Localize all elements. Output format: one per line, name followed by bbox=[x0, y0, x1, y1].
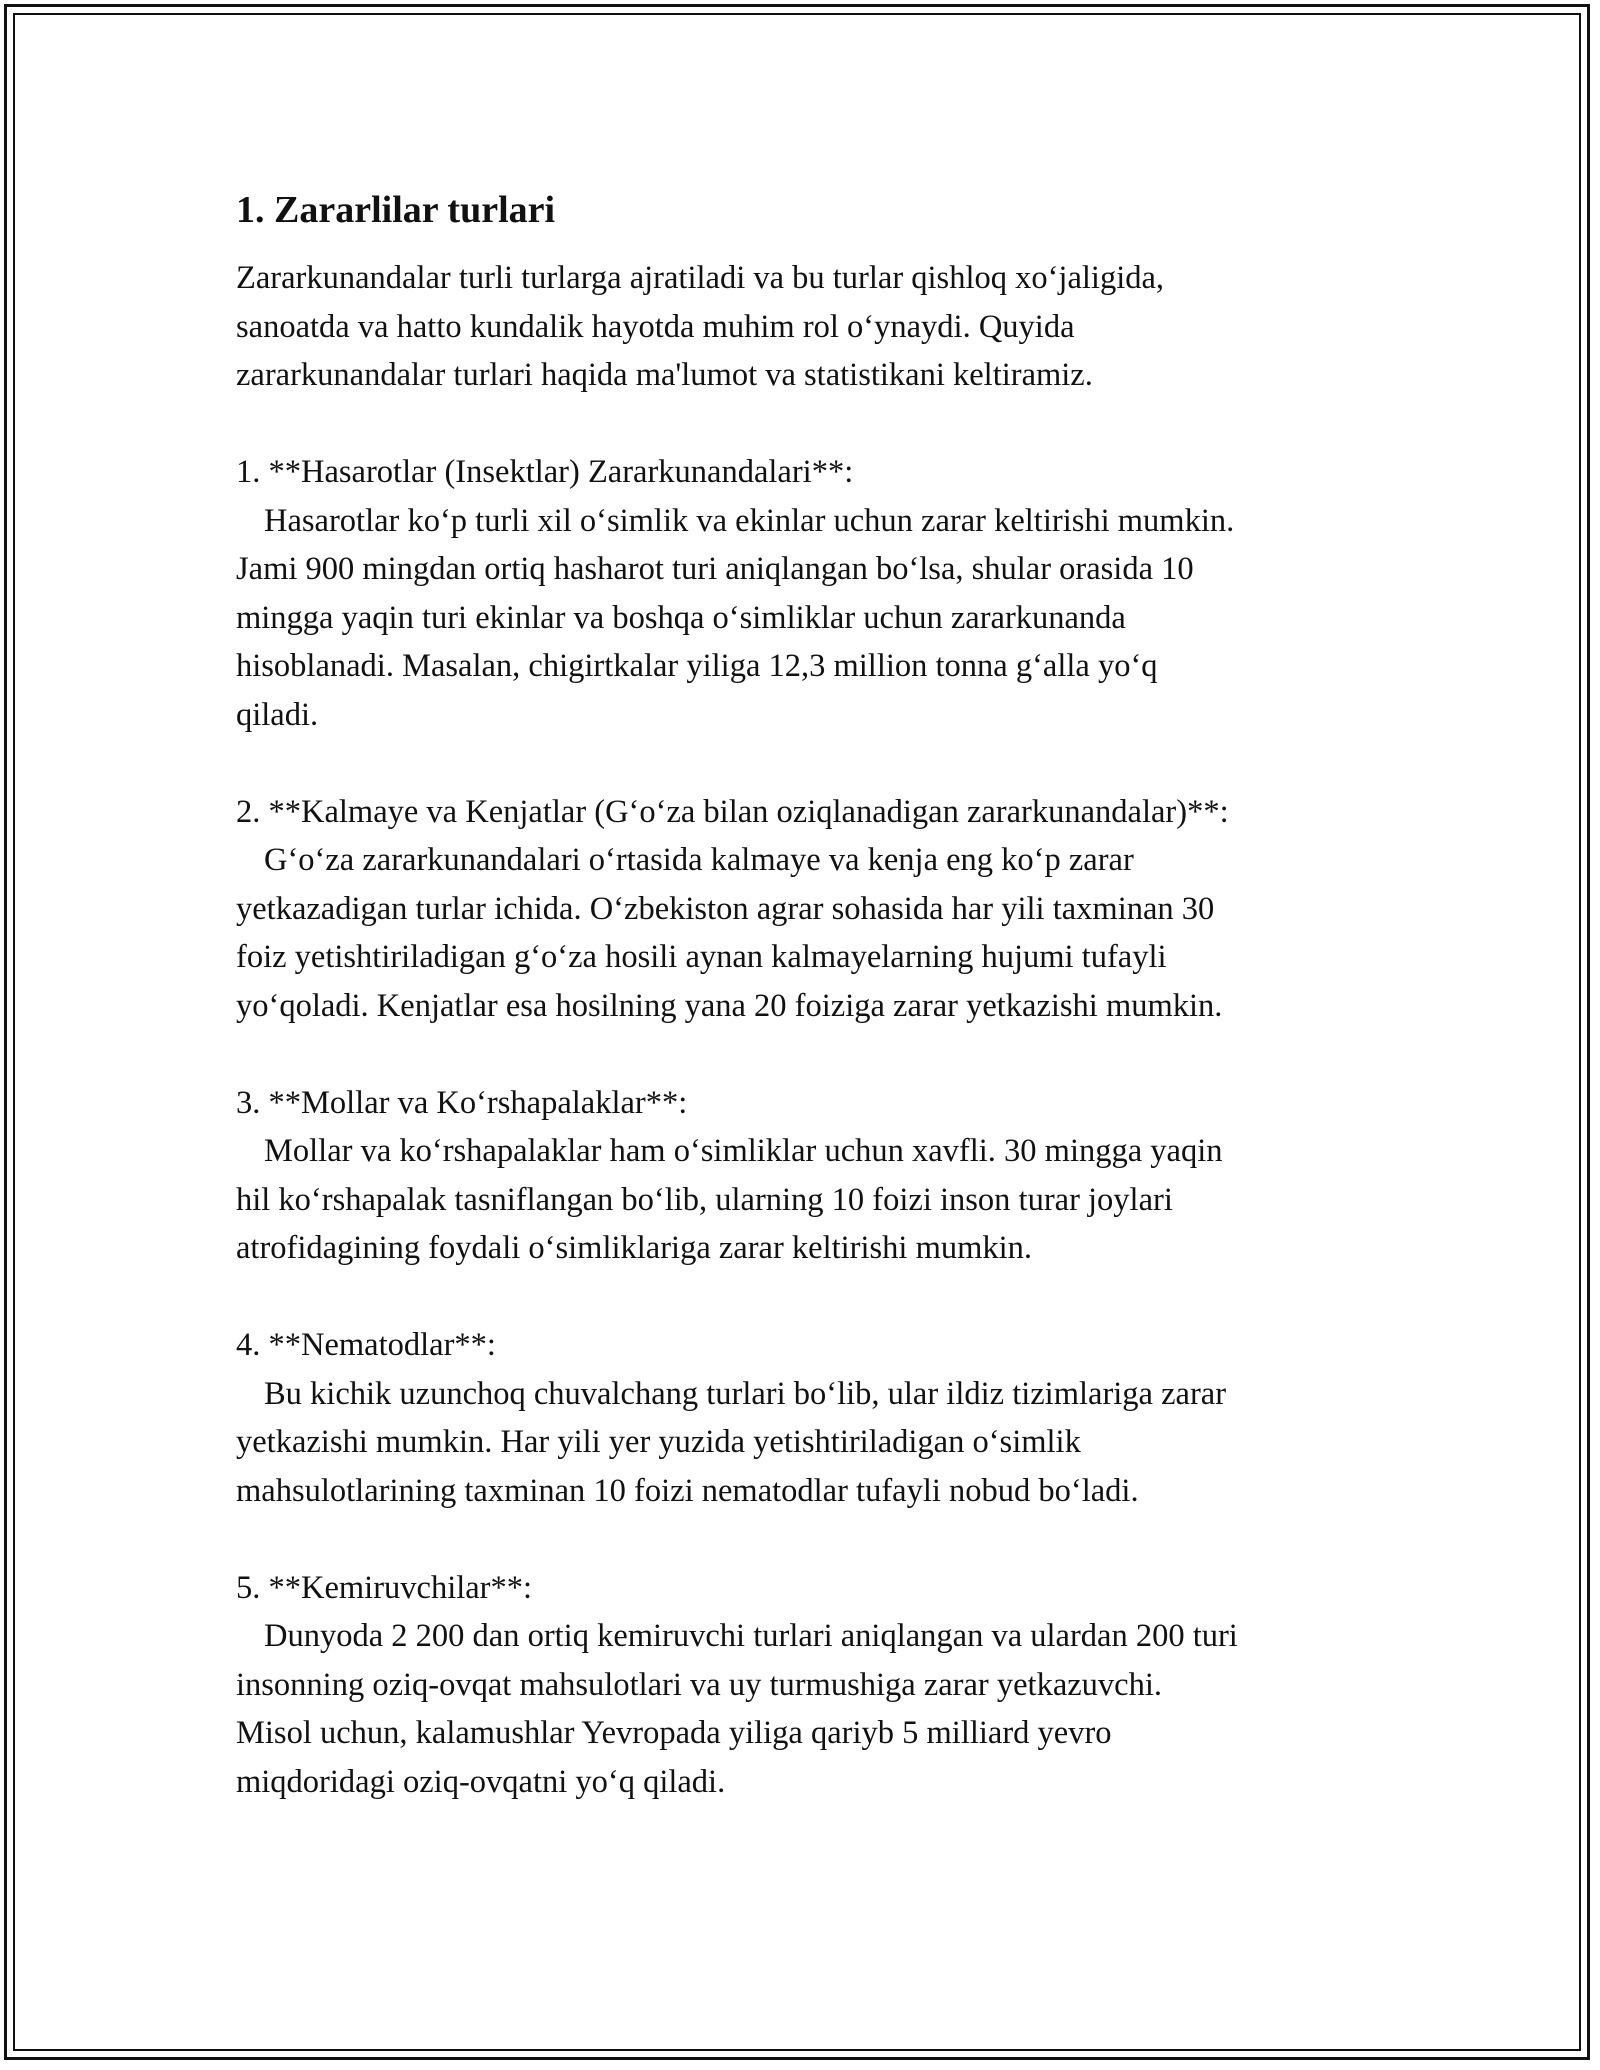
section-line: mingga yaqin turi ekinlar va boshqa o‘simliklar uchun zararkunanda bbox=[236, 599, 1126, 636]
section-line: Mollar va ko‘rshapalaklar ham o‘simliklar uchun xavfli. 30 mingga yaqin bbox=[264, 1133, 1223, 1169]
paragraph-gap bbox=[236, 400, 1376, 449]
document-body bbox=[236, 186, 1376, 1806]
intro-line: sanoatda va hatto kundalik hayotda muhim rol o‘ynaydi. Quyida bbox=[236, 308, 1075, 345]
section-heading: 1. Zararlilar turlari bbox=[236, 189, 556, 231]
section-line: yetkazadigan turlar ichida. O‘zbekiston agrar sohasida har yili taxminan 30 bbox=[236, 890, 1215, 927]
section-title: 4. **Nematodlar**: bbox=[236, 1327, 496, 1363]
pest-section-cotton bbox=[236, 788, 1376, 1031]
pest-section-insects bbox=[236, 448, 1376, 739]
section-line: hil ko‘rshapalak tasniflangan bo‘lib, ularning 10 foizi inson turar joylari bbox=[236, 1181, 1173, 1218]
intro-line: zararkunandalar turlari haqida ma'lumot va statistikani keltiramiz. bbox=[236, 357, 1093, 393]
section-line: insonning oziq-ovqat mahsulotlari va uy turmushiga zarar yetkazuvchi. bbox=[236, 1666, 1162, 1703]
pest-section-nematodes bbox=[236, 1321, 1376, 1515]
section-line: foiz yetishtiriladigan g‘o‘za hosili aynan kalmayelarning hujumi tufayli bbox=[236, 939, 1167, 975]
section-line: Jami 900 mingdan ortiq hasharot turi aniqlangan bo‘lsa, shular orasida 10 bbox=[236, 551, 1194, 587]
section-line: yetkazishi mumkin. Har yili yer yuzida yetishtiriladigan o‘simlik bbox=[236, 1424, 1081, 1460]
paragraph-gap bbox=[236, 1515, 1376, 1564]
section-line: mahsulotlarining taxminan 10 foizi nematodlar tufayli nobud bo‘ladi. bbox=[236, 1472, 1139, 1509]
intro-line: Zararkunandalar turli turlarga ajratiladi va bu turlar qishloq xo‘jaligida, bbox=[236, 260, 1165, 296]
paragraph-gap bbox=[236, 1030, 1376, 1079]
section-line: yo‘qoladi. Kenjatlar esa hosilning yana 20 foiziga zarar yetkazishi mumkin. bbox=[236, 987, 1223, 1024]
paragraph-gap bbox=[236, 1273, 1376, 1322]
section-line: G‘o‘za zararkunandalari o‘rtasida kalmaye va kenja eng ko‘p zarar bbox=[264, 842, 1134, 878]
intro-paragraph bbox=[236, 254, 1376, 400]
section-line: atrofidagining foydali o‘simliklariga zarar keltirishi mumkin. bbox=[236, 1230, 1033, 1266]
section-title: 2. **Kalmaye va Kenjatlar (G‘o‘za bilan oziqlanadigan zararkunandalar)**: bbox=[236, 793, 1229, 830]
section-line: qiladi. bbox=[236, 696, 319, 733]
pest-section-rodents bbox=[236, 1564, 1376, 1807]
section-title: 1. **Hasarotlar (Insektlar) Zararkunandalari**: bbox=[236, 454, 854, 490]
section-line: hisoblanadi. Masalan, chigirtkalar yiliga 12,3 million tonna g‘alla yo‘q bbox=[236, 648, 1158, 684]
section-line: Bu kichik uzunchoq chuvalchang turlari bo‘lib, ular ildiz tizimlariga zarar bbox=[264, 1375, 1227, 1412]
section-line: miqdoridagi oziq-ovqatni yo‘q qiladi. bbox=[236, 1763, 726, 1800]
section-title: 5. **Kemiruvchilar**: bbox=[236, 1569, 533, 1606]
section-line: Hasarotlar ko‘p turli xil o‘simlik va ekinlar uchun zarar keltirishi mumkin. bbox=[264, 502, 1235, 539]
section-title: 3. **Mollar va Ko‘rshapalaklar**: bbox=[236, 1084, 688, 1121]
pest-section-moths bbox=[236, 1079, 1376, 1273]
section-line: Misol uchun, kalamushlar Yevropada yiliga qariyb 5 milliard yevro bbox=[236, 1715, 1112, 1751]
section-line: Dunyoda 2 200 dan ortiq kemiruvchi turlari aniqlangan va ulardan 200 turi bbox=[264, 1618, 1238, 1654]
paragraph-gap bbox=[236, 739, 1376, 788]
